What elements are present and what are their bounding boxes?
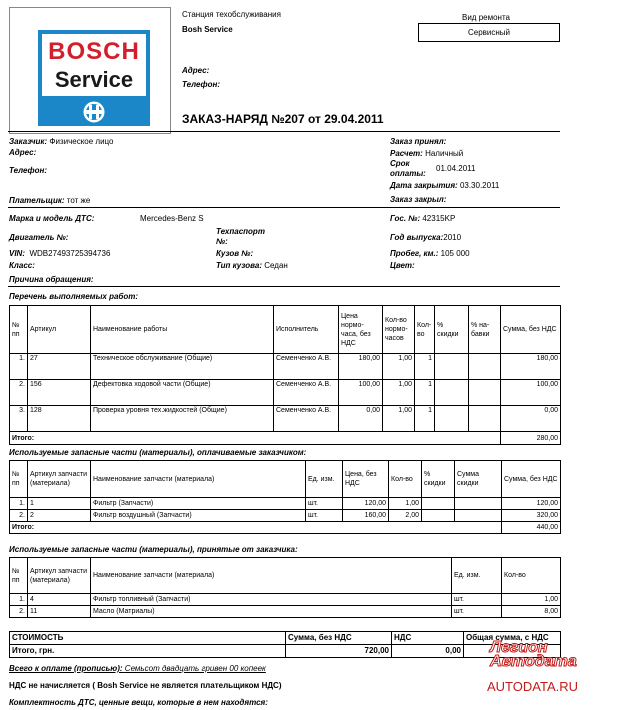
cost-label: СТОИМОСТЬ (10, 632, 286, 645)
divider (8, 286, 560, 287)
repair-type-label: Вид ремонта (462, 13, 510, 22)
station-phone-label: Телефон: (182, 80, 221, 89)
customer-parts-header-num: № пп (10, 558, 28, 594)
parts-total-row: Итого: 440,00 (10, 522, 561, 534)
model-label: Марка и модель ДТС: (9, 214, 95, 223)
passport-label-1: Техпаспорт (216, 227, 265, 236)
cost-table (9, 631, 561, 658)
parts-paid-title: Используемые запасные части (материалы), оплачиваемые заказчиком: (9, 448, 307, 457)
logo (9, 7, 171, 134)
works-header-sum: Сумма, без НДС (501, 306, 561, 354)
autodata-watermark (487, 640, 612, 700)
parts-header-num: № пп (10, 461, 28, 498)
reason-label: Причина обращения: (9, 275, 94, 284)
parts-header-qty: Кол-во (389, 461, 422, 498)
customer-row: Заказчик: Физическое лицо (9, 137, 114, 146)
payer-row: Плательщик: тот же (9, 196, 91, 205)
cost-sum-header: Сумма, без НДС (286, 632, 392, 645)
parts-header-discount-sum: Сумма скидки (455, 461, 502, 498)
parts-customer-table (9, 557, 561, 618)
term-value: 01.04.2011 (436, 164, 476, 173)
table-row: 3. 128 Проверка уровня тех.жидкостей (Общие) Семенченко А.В. 0,00 1,00 1 0,00 (10, 406, 561, 432)
table-row: 1. 4 Фильтр топливный (Запчасти) шт. 1,00 (10, 594, 561, 606)
table-row: 2. 11 Масло (Матриалы) шт. 8,00 (10, 606, 561, 618)
bosch-service-logo (38, 30, 150, 126)
color-label: Цвет: (390, 261, 415, 270)
mileage-row: Пробег, км.: 105 000 (390, 249, 470, 258)
table-row: 1. 1 Фильтр (Запчасти) шт. 120,00 1,00 120,00 (10, 498, 561, 510)
body-number-label: Кузов №: (216, 249, 254, 258)
cost-sum-value: 720,00 (286, 645, 392, 658)
plate-row: Гос. №: 42315KP (390, 214, 456, 223)
customer-parts-header-name: Наименование запчасти (материала) (91, 558, 452, 594)
works-header-num: № пп (10, 306, 28, 354)
table-row: 2. 156 Дефектовка ходовой части (Общие) Семенченко А.В. 100,00 1,00 1 100,00 (10, 380, 561, 406)
parts-customer-title: Используемые запасные части (материалы), принятые от заказчика: (9, 545, 298, 554)
body-type-row: Тип кузова: Седан (216, 261, 288, 270)
station-label: Станция техобслуживания (182, 10, 281, 19)
year-row: Год выпуска:2010 (390, 233, 462, 242)
works-header-executor: Исполнитель (274, 306, 339, 354)
works-header-markup: % на-бавки (469, 306, 501, 354)
works-header-article: Артикул (28, 306, 91, 354)
close-date-row: Дата закрытия: 03.30.2011 (390, 181, 500, 190)
watermark-autodata: Автодата (490, 653, 577, 670)
table-row: 1. 27 Техническое обслуживание (Общие) Семенченко А.В. 180,00 1,00 1 180,00 (10, 354, 561, 380)
logo-service-text: Service (54, 67, 134, 92)
watermark-legion: Легион (490, 639, 548, 656)
closed-by-label: Заказ закрыл: (390, 195, 447, 204)
customer-parts-header-unit: Ед. изм. (452, 558, 502, 594)
works-total-row: Итого: 280,00 (10, 432, 561, 445)
customer-parts-header-article: Артикул запчасти (материала) (28, 558, 91, 594)
cost-vat-value: 0,00 (392, 645, 464, 658)
station-name: Bosh Service (182, 25, 233, 34)
parts-header-name: Наименование запчасти (материала) (91, 461, 306, 498)
term-label-2: оплаты: (390, 169, 426, 178)
parts-paid-table (9, 460, 561, 534)
works-header-qty: Кол-во (415, 306, 435, 354)
works-header-name: Наименование работы (91, 306, 274, 354)
works-title: Перечень выполняемых работ: (9, 292, 139, 301)
parts-header-price: Цена, без НДС (343, 461, 389, 498)
passport-label-2: №: (216, 237, 228, 246)
logo-bosch-text: BOSCH (48, 38, 140, 65)
term-label-1: Срок (390, 159, 410, 168)
engine-label: Двигатель №: (9, 233, 69, 242)
payment-row: Расчет: Наличный (390, 149, 464, 158)
parts-header-sum: Сумма, без НДС (502, 461, 561, 498)
parts-header-article: Артикул запчасти (материала) (28, 461, 91, 498)
parts-header-discount: % скидки (422, 461, 455, 498)
divider (8, 207, 560, 208)
works-header-hours: Кол-во нормо-часов (383, 306, 415, 354)
parts-header-unit: Ед. изм. (306, 461, 343, 498)
repair-type-value: Сервисный (418, 23, 560, 42)
vat-note: НДС не начисляется ( Bosh Service не является плательщиком НДС) (9, 681, 282, 690)
customer-address-label: Адрес: (9, 148, 37, 157)
completeness-label: Комплектность ДТС, ценные вещи, которые в нем находятся: (9, 698, 268, 707)
watermark-url: AUTODATA.RU (487, 679, 579, 694)
order-title: ЗАКАЗ-НАРЯД №207 от 29.04.2011 (182, 112, 384, 126)
due-row: Всего к оплате (прописью): Семьсот двадцать гривен 00 копеек (9, 664, 266, 673)
vin-row: VIN: WDB27493725394736 (9, 249, 111, 258)
cost-total-row-label: Итого, грн. (10, 645, 286, 658)
class-label: Класс: (9, 261, 35, 270)
works-header-discount: % скидки (435, 306, 469, 354)
accepted-label: Заказ принял: (390, 137, 447, 146)
table-row: 2. 2 Фильтр воздушный (Запчасти) шт. 160,00 2,00 320,00 (10, 510, 561, 522)
works-table (9, 305, 561, 445)
cost-vat-header: НДС (392, 632, 464, 645)
customer-parts-header-qty: Кол-во (502, 558, 561, 594)
divider (8, 131, 560, 132)
cost-total-header: Общая сумма, с НДС (464, 632, 561, 645)
works-header-price: Цена нормо-часа, без НДС (339, 306, 383, 354)
station-address-label: Адрес: (182, 66, 210, 75)
model-value: Mercedes-Benz S (140, 214, 204, 223)
bosch-armature-icon (79, 100, 109, 124)
customer-phone-label: Телефон: (9, 166, 48, 175)
